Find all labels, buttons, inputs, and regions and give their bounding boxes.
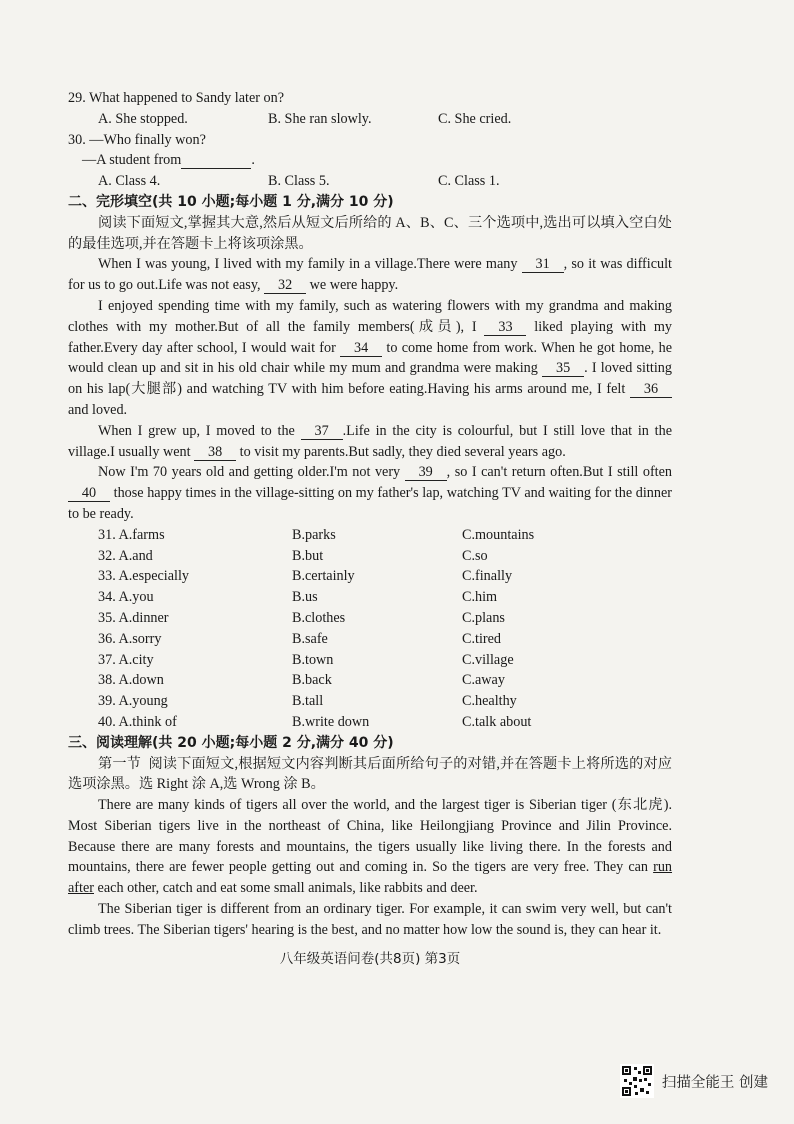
answer-blank: [181, 152, 251, 169]
blank-39: 39: [405, 464, 447, 481]
cloze-paragraph-3: When I grew up, I moved to the 37 .Life in the city is colourful, but I still love that in the village.I usually went 38 to visit my parents.But sadly, they died several years ago.: [68, 422, 672, 460]
exam-page: [68, 88, 672, 969]
choice-row-36: 36. A.sorry B.safe C.tired: [98, 630, 502, 647]
part-label: 第一节: [98, 755, 142, 772]
question-30: 30. —Who finally won?: [68, 131, 206, 148]
cloze-paragraph-2: I enjoyed spending time with my family, such as watering flowers with my grandma and making clothes with my mother.But of all the family members(成员), I 33 liked playing with my father.Every day after school, I would wait for 34 to come home from work. When he got home, he would clean up and sit in his old chair while my mum and grandma were making 35 . I loved sitting on his lap(大腿部) and watching TV with him before eating.Having his arms around me, I felt 36 and loved.: [68, 297, 673, 418]
blank-36: 36: [630, 381, 672, 398]
blank-34: 34: [340, 340, 382, 357]
choice-row-32: 32. A.and B.but C.so: [98, 547, 488, 564]
page-footer: 八年级英语问卷(共8页) 第3页: [279, 950, 461, 967]
option-b: B. Class 5.: [268, 173, 330, 190]
question-30-prompt: —A student from .: [82, 152, 255, 169]
question-30-options: [68, 171, 672, 192]
blank-32: 32: [264, 277, 306, 294]
choice-row-39: 39. A.young B.tall C.healthy: [98, 693, 517, 710]
blank-33: 33: [484, 319, 526, 336]
reading-paragraph-1: There are many kinds of tigers all over the world, and the largest tiger is Siberian tiger (东北虎). Most Siberian tigers live in the northeast of China, like Heilongjiang Province and Jilin Province. Because there are many forests and mountains, the tigers usually like living there. In the forests and mountains, there are fewer people getting out and coming in. So the tigers are very free. They can run after each other, catch and eat some small animals, like rabbits and deer.: [68, 797, 673, 897]
section-2-instruction: 阅读下面短文,掌握其大意,然后从短文后所给的 A、B、C、三个选项中,选出可以填入空白处的最佳选项,并在答题卡上将该项涂黑。: [68, 214, 672, 252]
question-29: 29. What happened to Sandy later on?: [68, 90, 285, 106]
choice-row-35: 35. A.dinner B.clothes C.plans: [98, 609, 505, 626]
choice-row-33: 33. A.especially B.certainly C.finally: [98, 568, 513, 585]
blank-35: 35: [542, 360, 584, 377]
option-a: A. She stopped.: [98, 110, 188, 127]
cloze-paragraph-4: Now I'm 70 years old and getting older.I'm not very 39 , so I can't return often.But I still often 40 those happy times in the village-sitting on my father's lap, watching TV and waiting for the dinner to be ready.: [68, 464, 673, 522]
option-b: B. She ran slowly.: [268, 110, 372, 127]
scanner-watermark: [620, 1064, 768, 1098]
blank-31: 31: [522, 256, 564, 273]
choice-row-40: 40. A.think of B.write down C.talk about: [98, 713, 532, 730]
cloze-paragraph-1: When I was young, I lived with my family in a village.There were many 31 , so it was difficult for us to go out.Life was not easy, 32 we were happy.: [68, 256, 672, 294]
option-a: A. Class 4.: [98, 173, 161, 190]
qr-code-icon: [620, 1064, 654, 1098]
choice-row-34: 34. A.you B.us C.him: [98, 589, 498, 606]
answer-prompt: —A student from: [82, 152, 182, 169]
choice-row-38: 38. A.down B.back C.away: [98, 672, 505, 689]
watermark-text: 扫描全能王 创建: [661, 1074, 768, 1091]
section-2-title: 二、完形填空(共 10 小题;每小题 1 分,满分 10 分): [68, 193, 394, 210]
section-3-instruction: 第一节 阅读下面短文,根据短文内容判断其后面所给句子的对错,并在答题卡上将所选的对应选项涂黑。选 Right 涂 A,选 Wrong 涂 B。: [68, 755, 672, 793]
underlined-phrase: run after: [68, 859, 673, 897]
blank-37: 37: [301, 423, 343, 440]
option-c: C. She cried.: [438, 110, 512, 127]
section-3-title: 三、阅读理解(共 20 小题;每小题 2 分,满分 40 分): [68, 734, 394, 751]
blank-40: 40: [68, 485, 110, 502]
reading-paragraph-2: The Siberian tiger is different from an ordinary tiger. For example, it can swim very well, but can't climb trees. The Siberian tigers' hearing is the best, and no matter how low the sound is, they can hear it.: [68, 901, 672, 938]
choice-row-31: 31. A.farms B.parks C.mountains: [98, 526, 535, 543]
blank-38: 38: [194, 444, 236, 461]
cloze-choices: [68, 525, 672, 733]
option-c: C. Class 1.: [438, 173, 500, 190]
choice-row-37: 37. A.city B.town C.village: [98, 651, 514, 668]
question-29-options: [68, 109, 672, 130]
